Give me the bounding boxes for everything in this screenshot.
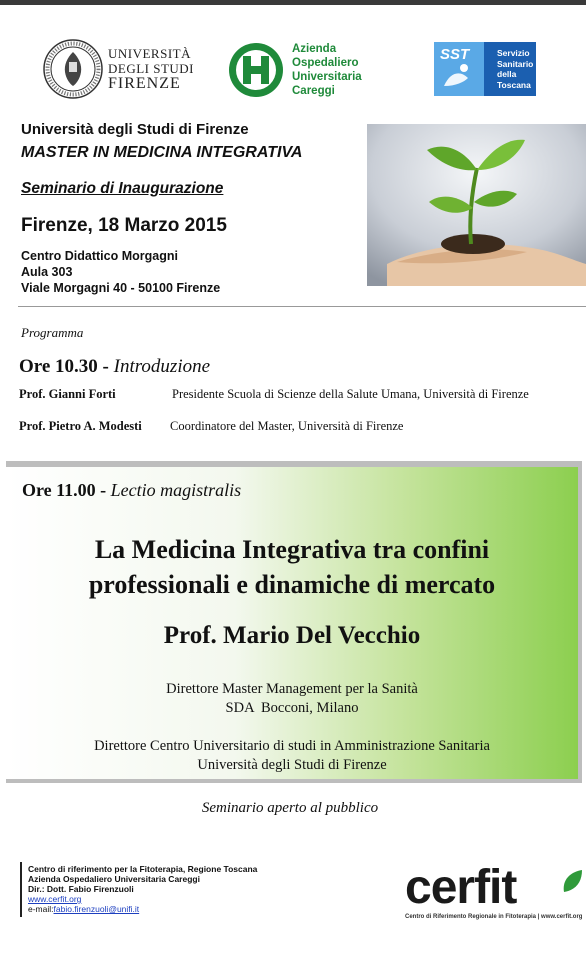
speaker1-role: Presidente Scuola di Scienze della Salute Umana, Università di Firenze (172, 387, 529, 401)
cerfit-logo-subtitle: Centro di Riferimento Regionale in Fitoterapia | www.cerfit.org (405, 914, 583, 920)
slot2-heading (22, 480, 241, 501)
speaker1-name: Prof. Gianni Forti (19, 387, 116, 401)
sst-logo-text: Servizio Sanitario della Toscana (497, 48, 534, 90)
speaker-affiliation-2: Direttore Centro Universitario di studi in Amministrazione Sanitaria Università degli Studi di Firenze (94, 738, 490, 773)
slot1-heading (19, 356, 210, 378)
slot2-time: Ore 11.00 - (22, 480, 107, 500)
slot1-time: Ore 10.30 - (19, 356, 109, 377)
speaker2-role: Coordinatore del Master, Università di Firenze (170, 419, 404, 433)
venue-address: Centro Didattico Morgagni Aula 303 Viale Morgagni 40 - 50100 Firenze (21, 249, 221, 295)
email-link[interactable]: fabio.firenzuoli@unifi.it (53, 904, 140, 914)
seminar-title: Seminario di Inaugurazione (21, 180, 224, 197)
aouc-logo-text: Azienda Ospedaliero Universitaria Careggi (292, 43, 362, 97)
section-divider (18, 306, 586, 307)
university-logo-text: UNIVERSITÀ DEGLI STUDI FIRENZE (108, 46, 195, 92)
lecture-title: La Medicina Integrativa tra confini professionali e dinamiche di mercato (88, 535, 496, 599)
website-link[interactable]: www.cerfit.org (28, 894, 82, 904)
lecture-speaker: Prof. Mario Del Vecchio (163, 622, 421, 649)
top-border (0, 0, 586, 5)
footer-contacts: Centro di riferimento per la Fitoterapia, Regione Toscana Azienda Ospedaliero Universitaria Careggi Dir.: Dott. Fabio Firenzuoli www.cerfit.org e-mail:fabio.firenzuoli@unifi.it (28, 864, 258, 914)
aouc-logo-icon (228, 42, 284, 98)
master-title: MASTER IN MEDICINA INTEGRATIVA (21, 144, 303, 161)
sst-badge-text: SST (440, 46, 470, 63)
plant-in-hand-image (367, 124, 586, 286)
cerfit-logo-text: cerfit (405, 861, 517, 914)
speaker-affiliation-1: Direttore Master Management per la Sanità SDA Bocconi, Milano (166, 681, 418, 716)
footer-rule (20, 862, 22, 917)
public-seminar-note: Seminario aperto al pubblico (201, 800, 379, 816)
university-name: Università degli Studi di Firenze (21, 121, 249, 138)
slot2-title: Lectio magistralis (110, 480, 242, 500)
speaker2-name: Prof. Pietro A. Modesti (19, 419, 142, 433)
slot1-title: Introduzione (113, 356, 211, 377)
university-seal-icon (42, 38, 104, 100)
leaf-icon (560, 868, 584, 894)
program-label: Programma (21, 325, 84, 340)
event-date: Firenze, 18 Marzo 2015 (21, 215, 227, 236)
